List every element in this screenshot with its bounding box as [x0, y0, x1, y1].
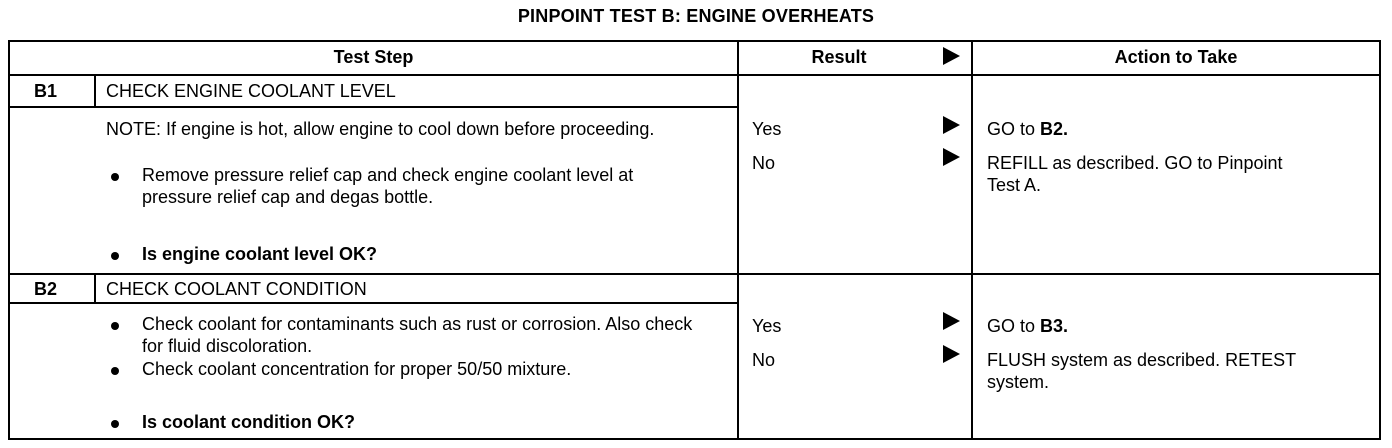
arrow-icon [943, 312, 960, 330]
step-instruction-b2-a: Check coolant for contaminants such as rust or corrosion. Also check for fluid discoloration. [142, 314, 693, 356]
result-yes-b1: Yes [752, 119, 782, 139]
action-yes-b2: GO to B3. [987, 316, 1069, 336]
step-note-b1: NOTE: If engine is hot, allow engine to cool down before proceeding. [106, 119, 655, 139]
b2-id-divider [94, 275, 96, 303]
table-top-border [8, 40, 1381, 42]
step-instruction-b2-b: Check coolant concentration for proper 50/50 mixture. [142, 359, 572, 379]
table-right-border [1379, 40, 1381, 440]
header-test-step: Test Step [333, 47, 414, 67]
arrow-icon [943, 116, 960, 134]
action-yes-b1: GO to B2. [987, 119, 1069, 139]
bullet-icon [111, 252, 119, 260]
page-title: PINPOINT TEST B: ENGINE OVERHEATS [517, 6, 875, 26]
table-bottom-border [8, 438, 1381, 440]
result-no-b2: No [752, 350, 776, 370]
step-heading-b1: CHECK ENGINE COOLANT LEVEL [106, 81, 396, 101]
header-arrow-icon [943, 47, 960, 65]
step-question-b2: Is coolant condition OK? [142, 412, 355, 432]
bullet-icon [111, 173, 119, 181]
header-bottom-rule [8, 74, 1381, 76]
result-no-b1: No [752, 153, 776, 173]
arrow-icon [943, 148, 960, 166]
action-no-b2: FLUSH system as described. RETEST system. [987, 350, 1296, 392]
step-id-b2: B2 [34, 279, 58, 299]
bullet-icon [111, 420, 119, 428]
b2-heading-rule [8, 302, 738, 304]
b1-id-divider [94, 76, 96, 108]
b1-heading-rule [8, 106, 738, 108]
bullet-icon [111, 367, 119, 375]
step-id-b1: B1 [34, 81, 58, 101]
step-instruction-b1: Remove pressure relief cap and check engine coolant level at pressure relief cap and degas bottle. [142, 165, 634, 207]
result-yes-b2: Yes [752, 316, 782, 336]
pinpoint-test-table [8, 40, 1381, 440]
step-question-b1: Is engine coolant level OK? [142, 244, 378, 264]
step-heading-b2: CHECK COOLANT CONDITION [106, 279, 367, 299]
b1-b2-separator [8, 273, 1381, 275]
header-result: Result [811, 47, 867, 67]
action-no-b1: REFILL as described. GO to Pinpoint Test A. [987, 153, 1283, 195]
action-column-divider [971, 40, 973, 440]
header-action: Action to Take [1114, 47, 1238, 67]
arrow-icon [943, 345, 960, 363]
table-left-border [8, 40, 10, 440]
bullet-icon [111, 322, 119, 330]
result-column-divider [737, 40, 739, 440]
